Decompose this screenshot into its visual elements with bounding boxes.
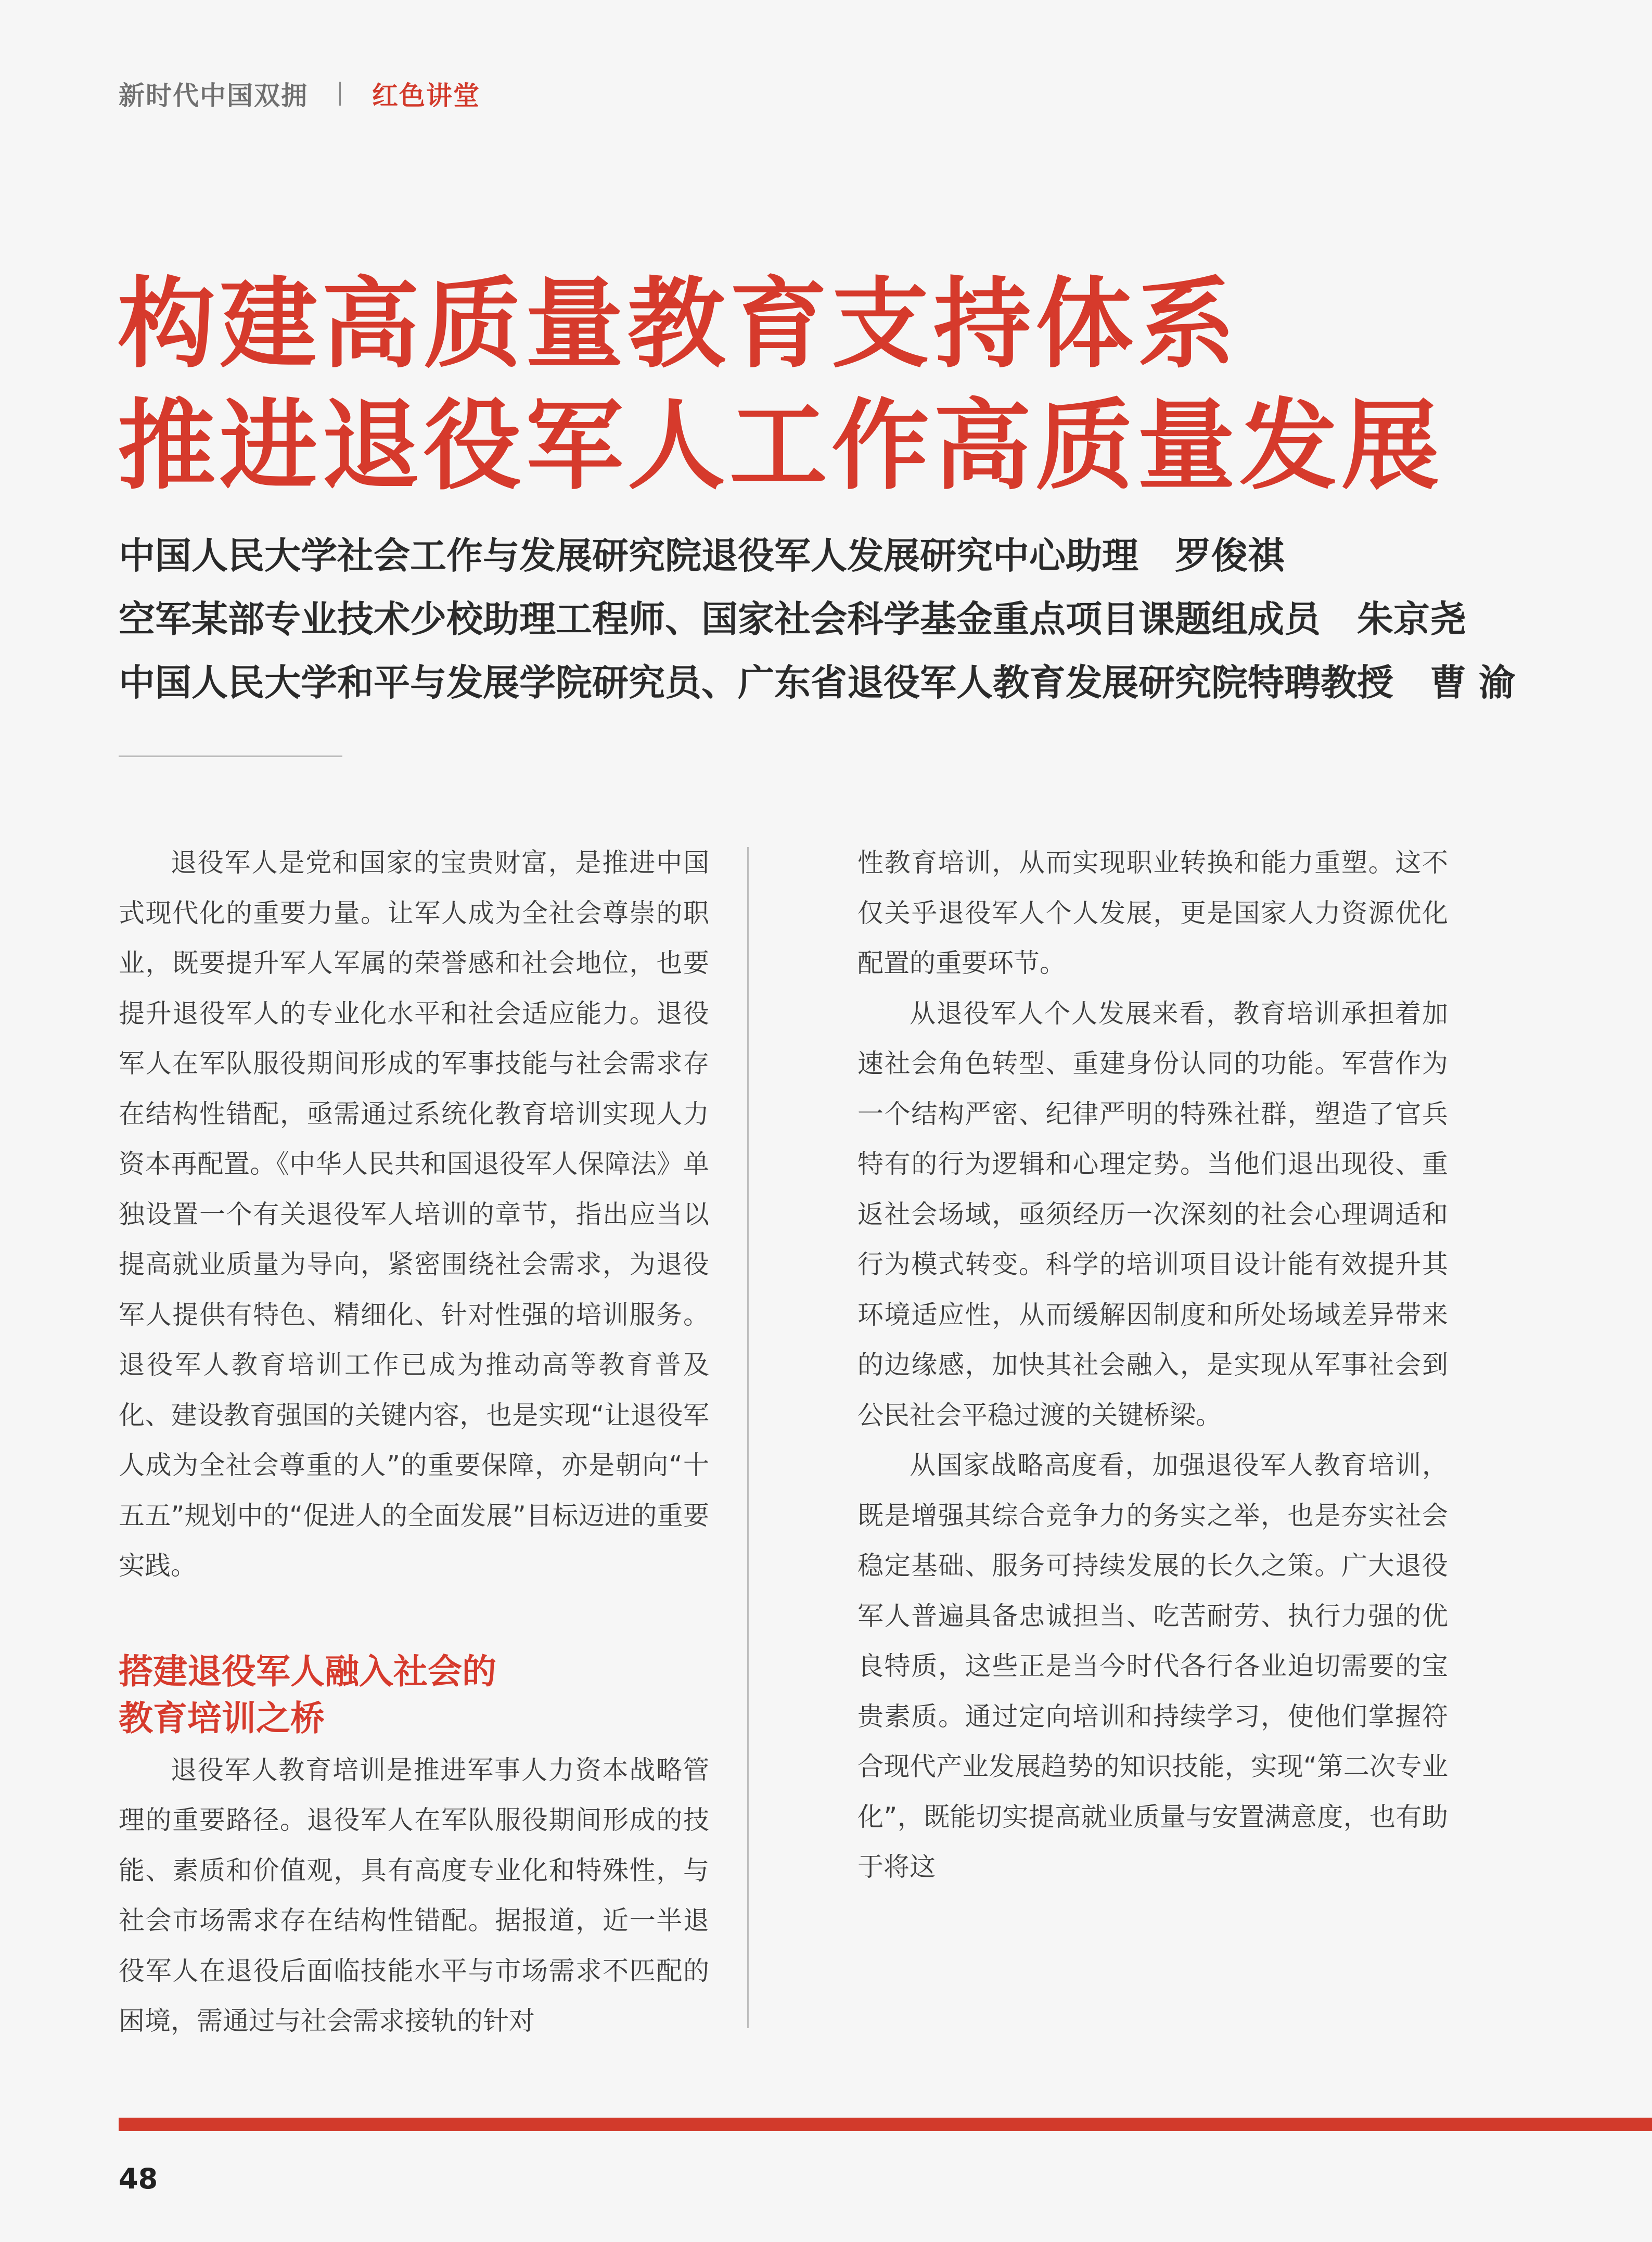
intro-paragraph: 退役军人是党和国家的宝贵财富，是推进中国式现代化的重要力量。让军人成为全社会尊崇的职业，既要提升军人军属的荣誉感和社会地位，也要提升退役军人的专业化水平和社会适应能力。退役军人在军队服役期间形成的军事技能与社会需求存在结构性错配，亟需通过系统化教育培训实现人力资本再配置。《中华人民共和国退役军人保障法》单独设置一个有关退役军人培训的章节，指出应当以提高就业质量为导向，紧密围绕社会需求，为退役军人提供有特色、精细化、针对性强的培训服务。退役军人教育培训工作已成为推动高等教育普及化、建设教育强国的关键内容，也是实现“让退役军人成为全社会尊重的人”的重要保障，亦是朝向“十五五”规划中的“促进人的全面发展”目标迈进的重要实践。 xyxy=(119,848,709,1581)
section-name: 红色讲堂 xyxy=(372,81,480,111)
page-number: 48 xyxy=(119,2162,158,2195)
article-title-line-2: 推进退役军人工作高质量发展 xyxy=(118,389,1443,503)
body-paragraph: 从退役军人个人发展来看，教育培训承担着加速社会角色转型、重建身份认同的功能。军营作为一个结构严密、纪律严明的特殊社群，塑造了官兵特有的行为逻辑和心理定势。当他们退出现役、重返社会场域，亟须经历一次深刻的社会心理调适和行为模式转变。科学的培训项目设计能有效提升其环境适应性，从而缓解因制度和所处场域差异带来的边缘感，加快其社会融入，是实现从军事社会到公民社会平稳过渡的关键桥梁。 xyxy=(857,998,1448,1430)
author-affiliation: 中国人民大学和平与发展学院研究员、广东省退役军人教育发展研究院特聘教授 xyxy=(119,661,1393,704)
author-byline xyxy=(119,590,1466,643)
author-affiliation: 中国人民大学社会工作与发展研究院退役军人发展研究中心助理 xyxy=(119,534,1138,577)
running-header xyxy=(119,73,480,114)
section-heading-line-2: 教育培训之桥 xyxy=(119,1698,325,1738)
author-name: 曹 渝 xyxy=(1430,661,1516,704)
author-name: 罗俊祺 xyxy=(1175,534,1284,577)
header-divider xyxy=(339,82,341,106)
footer-rule xyxy=(119,2118,1652,2131)
author-byline xyxy=(119,527,1284,579)
author-name: 朱京尧 xyxy=(1357,597,1466,640)
author-byline xyxy=(119,654,1515,706)
author-affiliation: 空军某部专业技术少校助理工程师、国家社会科学基金重点项目课题组成员 xyxy=(119,597,1321,640)
column-divider xyxy=(747,847,749,2028)
magazine-name: 新时代中国双拥 xyxy=(119,81,308,111)
left-column xyxy=(119,838,709,2046)
title-divider xyxy=(119,755,342,757)
right-column xyxy=(857,838,1448,1892)
article-title-line-1: 构建高质量教育支持体系 xyxy=(118,267,1239,381)
section-heading xyxy=(119,1648,709,1742)
body-paragraph: 从国家战略高度看，加强退役军人教育培训，既是增强其综合竞争力的务实之举，也是夯实社会稳定基础、服务可持续发展的长久之策。广大退役军人普遍具备忠诚担当、吃苦耐劳、执行力强的优良特质，这些正是当今时代各行各业迫切需要的宝贵素质。通过定向培训和持续学习，使他们掌握符合现代产业发展趋势的知识技能，实现“第二次专业化”，既能切实提高就业质量与安置满意度，也有助于将这 xyxy=(857,1450,1448,1882)
body-paragraph: 退役军人教育培训是推进军事人力资本战略管理的重要路径。退役军人在军队服役期间形成的技能、素质和价值观，具有高度专业化和特殊性，与社会市场需求存在结构性错配。据报道，近一半退役军人在退役后面临技能水平与市场需求不匹配的困境，需通过与社会需求接轨的针对 xyxy=(119,1754,709,2036)
continued-paragraph: 性教育培训，从而实现职业转换和能力重塑。这不仅关乎退役军人个人发展，更是国家人力资源优化配置的重要环节。 xyxy=(857,848,1448,978)
section-heading-line-1: 搭建退役军人融入社会的 xyxy=(119,1651,496,1692)
